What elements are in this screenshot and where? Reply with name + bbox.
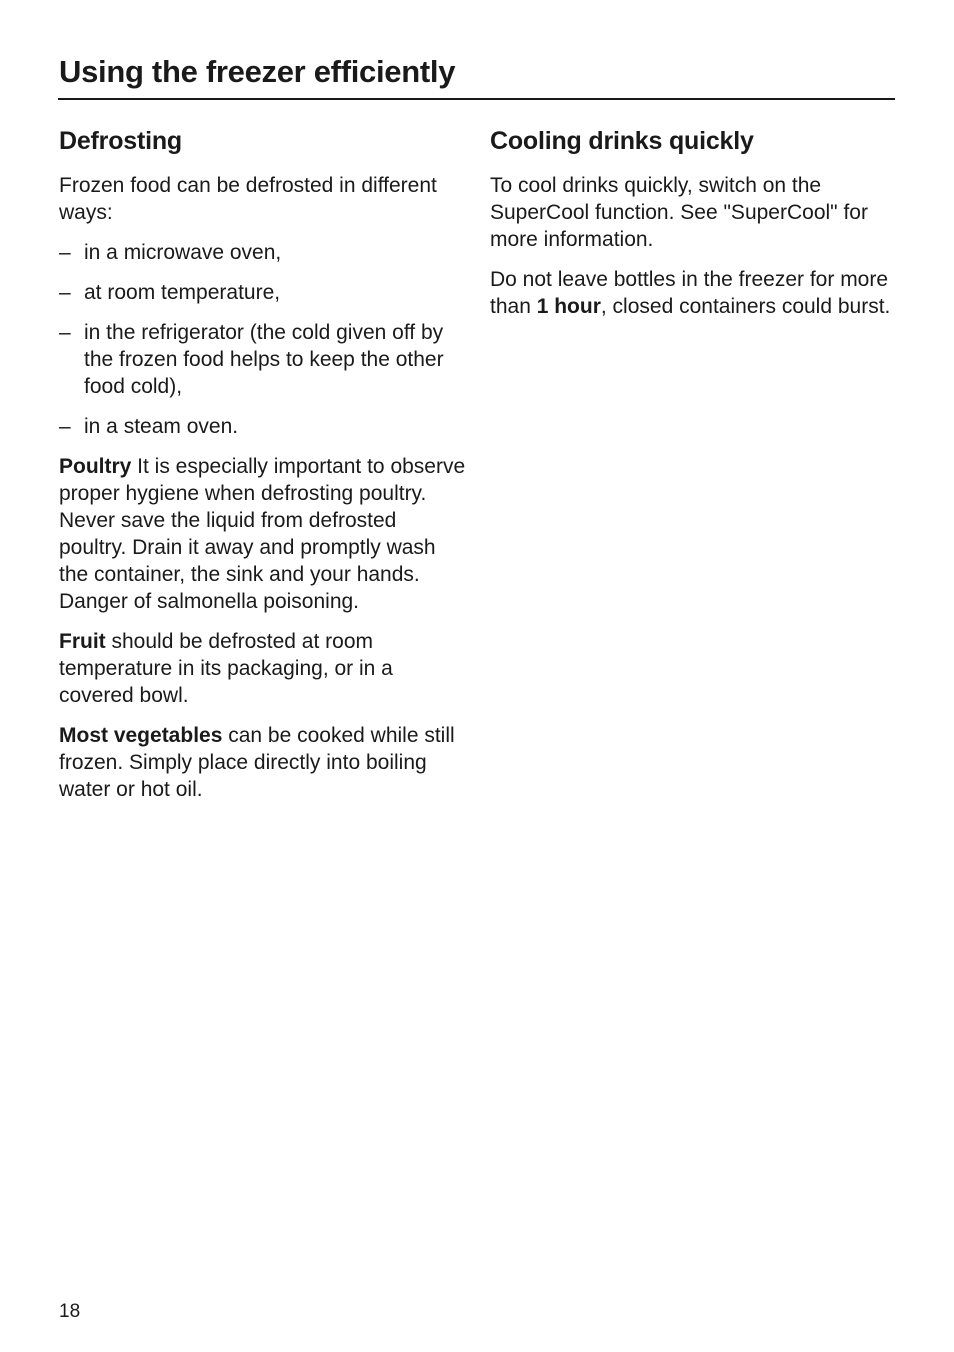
cooling-p2-after: , closed containers could burst. [600, 295, 891, 318]
cooling-drinks-section [490, 124, 898, 333]
cooling-paragraph-1: To cool drinks quickly, switch on the SuperCool function. See "SuperCool" for more information. [490, 174, 868, 251]
defrosting-methods-list [59, 239, 469, 440]
cooling-paragraph-2 [490, 266, 898, 320]
dash-bullet: – [59, 321, 71, 344]
list-item-text: in a steam oven. [84, 415, 239, 438]
fruit-text: should be defrosted at room temperature in its packaging, or in a covered bowl. [59, 630, 393, 707]
list-item [59, 413, 469, 440]
fruit-paragraph [59, 628, 469, 709]
fruit-label: Fruit [59, 630, 106, 653]
cooling-heading: Cooling drinks quickly [490, 127, 754, 155]
vegetables-label: Most vegetables [59, 724, 223, 747]
list-item-text: in the refrigerator (the cold given off by the frozen food helps to keep the other food cold), [84, 321, 444, 398]
dash-bullet: – [59, 415, 71, 438]
list-item [59, 279, 469, 306]
vegetables-paragraph [59, 722, 469, 803]
poultry-label: Poultry [59, 455, 132, 478]
title-divider [58, 98, 895, 100]
vegetables-text: can be cooked while still frozen. Simply place directly into boiling water or hot oil. [59, 724, 455, 801]
cooling-p2-before: Do not leave bottles in the freezer for more than [490, 268, 889, 318]
poultry-text: It is especially important to observe proper hygiene when defrosting poultry. Never save the liquid from defrosted poultry. Drain it away and promptly wash the container, the sink and your hands. Danger of salmonella poisoning. [59, 455, 466, 613]
poultry-paragraph [59, 453, 469, 615]
list-item-text: at room temperature, [84, 281, 281, 304]
defrosting-section [59, 124, 469, 816]
list-item [59, 319, 469, 400]
page-title: Using the freezer efficiently [59, 54, 456, 89]
page-number: 18 [59, 1301, 81, 1322]
list-item [59, 239, 469, 266]
dash-bullet: – [59, 241, 71, 264]
list-item-text: in a microwave oven, [84, 241, 282, 264]
dash-bullet: – [59, 281, 71, 304]
defrosting-heading: Defrosting [59, 127, 183, 155]
defrosting-intro: Frozen food can be defrosted in different ways: [59, 174, 437, 224]
cooling-p2-bold: 1 hour [536, 295, 601, 318]
